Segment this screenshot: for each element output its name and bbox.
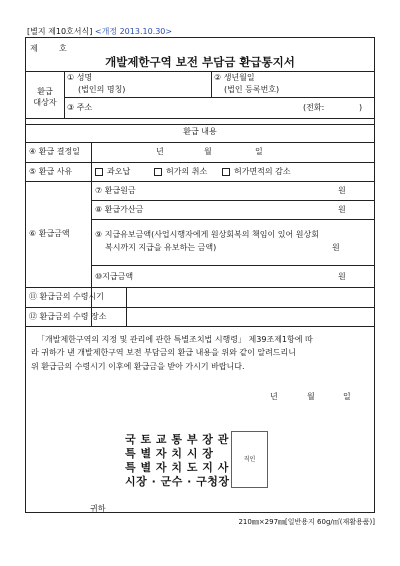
claim-place-label: ⑫ 환급금의 수령 장소 bbox=[29, 312, 107, 321]
issuer-local-heads: 시장 · 군수 · 구청장 bbox=[125, 475, 230, 488]
decision-date-year: 년 bbox=[156, 147, 164, 156]
form-header bbox=[27, 26, 172, 37]
withheld-unit: 원 bbox=[332, 243, 340, 252]
rule bbox=[91, 265, 374, 266]
reason-area-checkbox[interactable] bbox=[222, 168, 230, 176]
addition-label: ⑧ 환급가산금 bbox=[95, 205, 144, 214]
rule bbox=[26, 124, 374, 125]
issuer-special-city: 특 별 자 치 시 장 bbox=[125, 447, 214, 460]
addition-unit: 원 bbox=[338, 205, 346, 214]
issue-date-month: 월 bbox=[307, 392, 315, 401]
name-sublabel: (법인의 명칭) bbox=[78, 85, 126, 94]
section-title: 환급 내용 bbox=[183, 127, 217, 136]
body-text-line2: 라 귀하가 낸 개발제한구역 보전 부담금의 환급 내용을 위와 같이 알려드리니 bbox=[31, 348, 296, 357]
issue-date-day: 일 bbox=[343, 392, 351, 401]
phone-label: (전화: bbox=[303, 103, 325, 112]
decision-date-day: 일 bbox=[255, 147, 263, 156]
seal-label: 직인 bbox=[243, 456, 256, 463]
principal-label: ⑦ 환급원금 bbox=[95, 186, 136, 195]
reason-overpay-label: 과오납 bbox=[107, 167, 131, 176]
issuer-special-province: 특 별 자 치 도 지 사 bbox=[125, 461, 229, 474]
paper-spec-footer: 210㎜×297㎜[일반용지 60g/㎡(재활용품)] bbox=[238, 518, 375, 526]
refund-reason-label: ⑤ 환급 사유 bbox=[29, 167, 73, 176]
birth-label: ② 생년월일 bbox=[214, 73, 255, 82]
rule bbox=[64, 71, 65, 118]
rule bbox=[26, 287, 374, 288]
reason-cancel-label: 허가의 취소 bbox=[166, 167, 208, 176]
decision-date-month: 월 bbox=[204, 147, 212, 156]
withheld-label-line1: ⑨ 지급유보금액(사업시행자에게 원상회복의 책임이 있어 원상회 bbox=[95, 230, 319, 239]
rule bbox=[26, 142, 374, 143]
revision-note: <개정 2013.10.30> bbox=[94, 27, 173, 36]
issuer-minister: 국 토 교 통 부 장 관 bbox=[125, 433, 229, 446]
recipient-label-2: 대상자 bbox=[33, 98, 57, 107]
address-label: ③ 주소 bbox=[67, 103, 93, 112]
rule bbox=[91, 219, 374, 220]
phone-close: ) bbox=[359, 103, 363, 112]
reason-area-label: 허가면적의 감소 bbox=[234, 167, 291, 176]
issue-date-year: 년 bbox=[270, 392, 278, 401]
refund-notice-form bbox=[25, 37, 375, 513]
rule bbox=[126, 287, 127, 326]
doc-title: 개발제한구역 보전 부담금 환급통지서 bbox=[105, 55, 295, 69]
rule bbox=[26, 181, 374, 182]
rule bbox=[26, 118, 374, 119]
rule bbox=[91, 200, 374, 201]
rule bbox=[26, 307, 374, 308]
reason-cancel-checkbox[interactable] bbox=[154, 168, 162, 176]
recipient-label-1: 환급 bbox=[37, 87, 53, 96]
claim-period-label: ⑪ 환급금의 수령시기 bbox=[29, 292, 104, 301]
withheld-label-line2: 복시까지 지급을 유보하는 금액) bbox=[105, 243, 217, 252]
addressee: 귀하 bbox=[90, 504, 106, 513]
rule bbox=[26, 162, 374, 163]
birth-sublabel: (법인 등록번호) bbox=[224, 85, 280, 94]
doc-no-suffix: 호 bbox=[59, 44, 67, 53]
reason-overpay-checkbox[interactable] bbox=[95, 168, 103, 176]
decision-date-label: ④ 환급 결정일 bbox=[29, 147, 80, 156]
payment-amount-label: ⑩지급금액 bbox=[95, 272, 134, 281]
rule bbox=[26, 326, 374, 327]
body-text-line1: 「개발제한구역의 지정 및 관리에 관한 특별조치법 시행령」 제39조제1항에 따 bbox=[37, 335, 313, 344]
form-number: [별지 제10호서식] bbox=[27, 27, 93, 36]
payment-amount-unit: 원 bbox=[338, 272, 346, 281]
name-label: ① 성명 bbox=[67, 73, 93, 82]
rule bbox=[211, 71, 212, 97]
principal-unit: 원 bbox=[338, 186, 346, 195]
doc-no-label: 제 bbox=[30, 44, 38, 53]
rule bbox=[64, 97, 374, 98]
body-text-line3: 위 환급금의 수령시기 이후에 환급금을 받아 가시기 바랍니다. bbox=[31, 362, 245, 371]
refund-amount-label: ⑥ 환급금액 bbox=[29, 229, 70, 238]
rule bbox=[26, 71, 374, 72]
